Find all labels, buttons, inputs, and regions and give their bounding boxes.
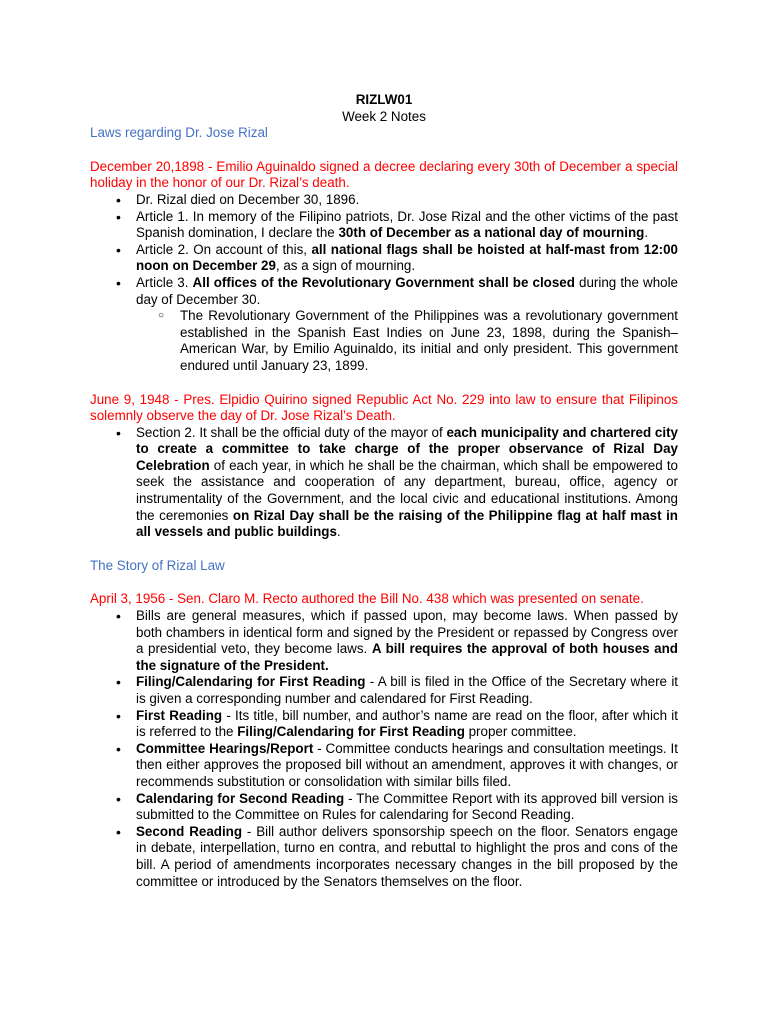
- document-header: [90, 92, 678, 125]
- list-item: • Filing/Calendaring for First Reading - A bill is filed in the Office of the Secretary where it is given a corresponding number and calendared for First Reading.: [90, 674, 678, 707]
- list-item: • Section 2. It shall be the official duty of the mayor of each municipality and chartered city to create a committee to take charge of the proper observance of Rizal Day Celebration of each year, in which he shall be the chairman, which shall be empowered to seek the assistance and cooperation of any department, bureau, office, agency or instrumentality of the Government, and the local civic and educational institutions. Among the ceremonies on Rizal Day shall be the raising of the Philippine flag at half mast in all vessels and public buildings.: [90, 425, 678, 541]
- spacer: [90, 142, 678, 159]
- list-item: • Article 3. All offices of the Revolutionary Government shall be closed during the whole day of December 30. ○ The Revolutionary Government of the Philippines was a revolutionary government established in the Spanish East Indies on June 23, 1898, during the Spanish–American War, by Emilio Aguinaldo, its initial and only president. This government endured until January 23, 1899.: [90, 275, 678, 375]
- act-bullet-list: [90, 425, 678, 541]
- spacer: [90, 574, 678, 591]
- sub-bullet-list: [136, 308, 678, 374]
- document-code: RIZLW01: [355, 92, 413, 107]
- list-item: • Article 2. On account of this, all national flags shall be hoisted at half-mast from 12:00 noon on December 29, as a sign of mourning.: [90, 242, 678, 275]
- list-item: • First Reading - Its title, bill number, and author’s name are read on the floor, after which it is referred to the Filing/Calendaring for First Reading proper committee.: [90, 708, 678, 741]
- document-page: [90, 92, 678, 890]
- spacer: [90, 375, 678, 392]
- section-heading-laws: Laws regarding Dr. Jose Rizal: [90, 125, 268, 141]
- bill-process-list: [90, 608, 678, 890]
- list-item: • Calendaring for Second Reading - The Committee Report with its approved bill version is submitted to the Committee on Rules for calendaring for Second Reading.: [90, 791, 678, 824]
- list-item: • Dr. Rizal died on December 30, 1896.: [90, 192, 678, 209]
- list-item: • Second Reading - Bill author delivers sponsorship speech on the floor. Senators engage in debate, interpellation, turno en contra, and rebuttal to highlight the pros and cons of the bill. A period of amendments incorporates necessary changes in the bill proposed by the committee or introduced by the Senators themselves on the floor.: [90, 824, 678, 890]
- list-item: • Committee Hearings/Report - Committee conducts hearings and consultation meetings. It then either approves the proposed bill without an amendment, approves it with changes, or recommends substitution or consolidation with similar bills filed.: [90, 741, 678, 791]
- decree-bullet-list: [90, 192, 678, 375]
- list-item: • Bills are general measures, which if passed upon, may become laws. When passed by both chambers in identical form and signed by the President or repassed by Congress over a presidential veto, they become laws. A bill requires the approval of both houses and the signature of the President.: [90, 608, 678, 674]
- event-aguinaldo-decree: December 20,1898 - Emilio Aguinaldo signed a decree declaring every 30th of December a special holiday in the honor of our Dr. Rizal’s death.: [90, 158, 678, 191]
- event-quirino-act: June 9, 1948 - Pres. Elpidio Quirino signed Republic Act No. 229 into law to ensure that Filipinos solemnly observe the day of Dr. Jose Rizal’s Death.: [90, 391, 678, 424]
- event-recto-bill: April 3, 1956 - Sen. Claro M. Recto authored the Bill No. 438 which was presented on senate.: [90, 591, 644, 607]
- list-item: • Article 1. In memory of the Filipino patriots, Dr. Jose Rizal and the other victims of the past Spanish domination, I declare the 30th of December as a national day of mourning.: [90, 209, 678, 242]
- list-item: ○ The Revolutionary Government of the Philippines was a revolutionary government established in the Spanish East Indies on June 23, 1898, during the Spanish–American War, by Emilio Aguinaldo, its initial and only president. This government endured until January 23, 1899.: [136, 308, 678, 374]
- document-subtitle: Week 2 Notes: [342, 108, 426, 124]
- section-heading-story: The Story of Rizal Law: [90, 557, 225, 573]
- spacer: [90, 541, 678, 558]
